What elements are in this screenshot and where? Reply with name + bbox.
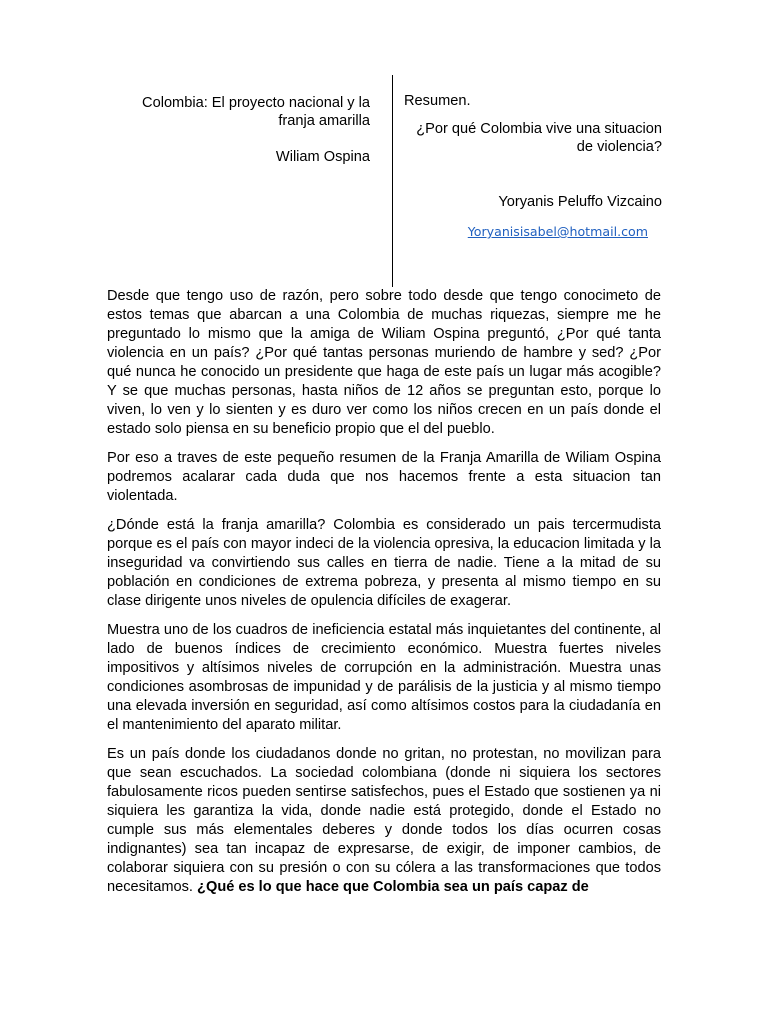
document-title: Colombia: El proyecto nacional y la franja amarilla (142, 95, 370, 129)
author-email-link[interactable]: Yoryanisisabel@hotmail.com (467, 224, 648, 239)
header-left (110, 94, 370, 166)
summary-question: ¿Por qué Colombia vive una situacion de violencia? (416, 121, 662, 155)
paragraph: Por eso a traves de este pequeño resumen de la Franja Amarilla de Wiliam Ospina podremos acalarar cada duda que nos hacemos frente a esta situacion tan violentada. (107, 450, 661, 504)
header-divider (392, 75, 393, 287)
source-author: Wiliam Ospina (275, 149, 370, 165)
bold-question: ¿Qué es lo que hace que Colombia sea un país capaz de (197, 879, 589, 895)
paragraph (107, 745, 661, 897)
body-text (107, 287, 661, 907)
paragraph: Muestra uno de los cuadros de ineficiencia estatal más inquietantes del continente, al lado de buenos índices de crecimiento económico. Muestra fuertes niveles impositivos y altísimos niveles de corrupción en la administración. Muestra unas condiciones asombrosas de impunidad y de parálisis de la justicia y al mismo tiempo una elevada inversión en seguridad, así como altísimos costos para la ciudadanía en el mantenimiento del aparato militar. (107, 622, 661, 733)
paragraph: ¿Dónde está la franja amarilla? Colombia es considerado un pais tercermudista porque es el país con mayor indeci de la violencia opresiva, la educacion limitada y la inseguridad va convirtiendo sus calles en tierra de nadie. Tiene a la mitad de su población en condiciones de extrema pobreza, y presenta al mismo tiempo en su clase dirigente unos niveles de opulencia difíciles de exagerar. (107, 517, 661, 609)
header-right (404, 92, 662, 241)
paragraph-text: Es un país donde los ciudadanos donde no gritan, no protestan, no movilizan para que sean escuchados. La sociedad colombiana (donde ni siquiera los sectores fabulosamente ricos pueden sentirse satisfechos, pues el Estado que sostienen ya ni siquiera les garantiza la vida, donde nadie está protegido, donde el Estado no cumple sus más elementales deberes y donde todos los días ocurren cosas indignantes) sea tan incapaz de expresarse, de exigir, de imponer cambios, de colaborar siquiera con su presión o con su cólera a las transformaciones que todos necesitamos. (107, 746, 661, 895)
summary-label: Resumen. (404, 93, 471, 109)
author-name: Yoryanis Peluffo Vizcaino (498, 194, 662, 210)
paragraph: Desde que tengo uso de razón, pero sobre todo desde que tengo conocimeto de estos temas que abarcan a una Colombia de muchas riquezas, siempre me he preguntado lo mismo que la amiga de Wiliam Ospina preguntó, ¿Por qué tanta violencia en un país? ¿Por qué tantas personas muriendo de hambre y sed? ¿Por qué nunca he conocido un presidente que haga de este país un lugar más acogible? Y se que muchas personas, hasta niños de 12 años se preguntan esto, porque lo viven, lo ven y lo sienten y es duro ver como los niños crecen en un país donde el estado solo piensa en su beneficio propio que el del pueblo. (107, 288, 661, 437)
